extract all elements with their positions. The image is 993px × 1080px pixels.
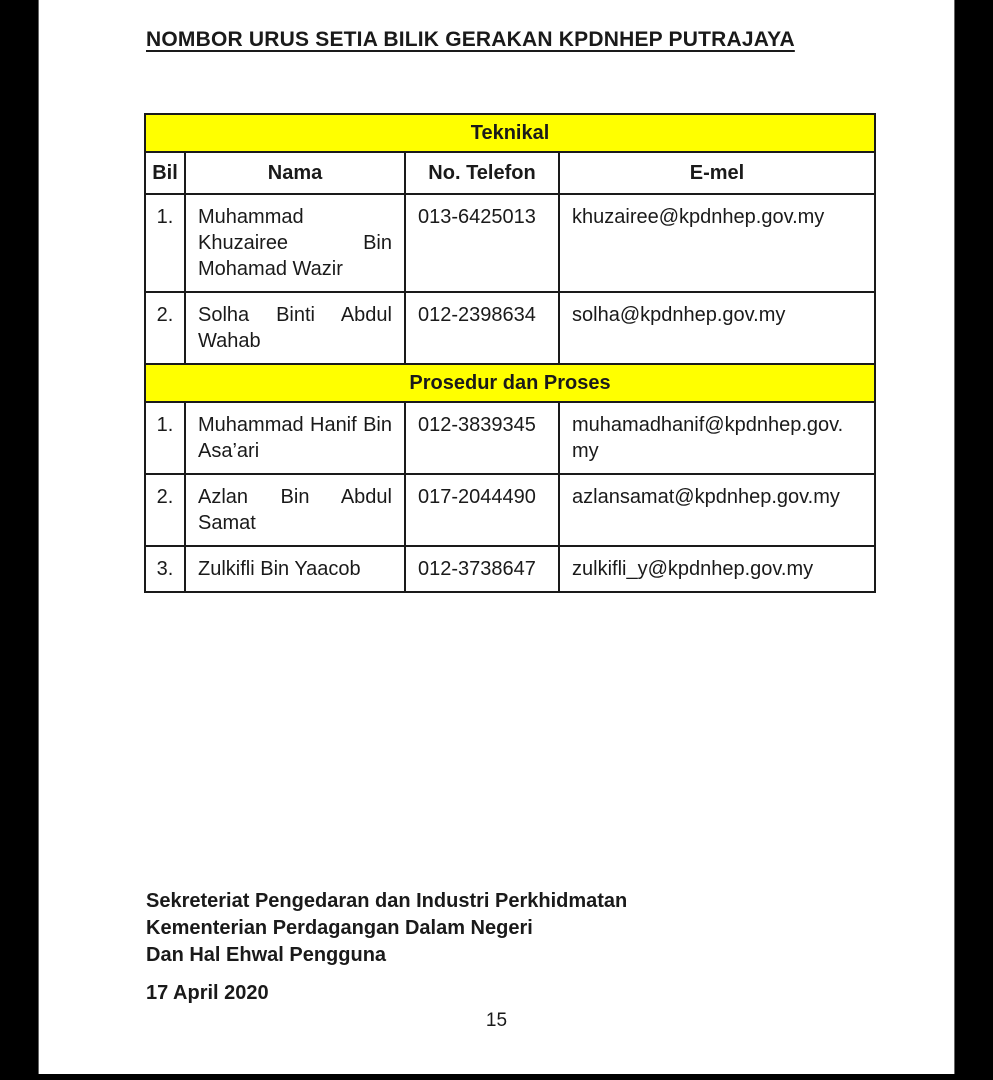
section-header-label: Prosedur dan Proses <box>145 364 875 402</box>
column-header-nama: Nama <box>185 152 405 194</box>
page-number: 15 <box>485 1010 508 1031</box>
column-header-row <box>145 152 875 194</box>
email-cell: khuzairee@kpdnhep.gov.my <box>559 194 875 292</box>
email-cell: zulkifli_y@kpdnhep.gov.my <box>559 546 875 592</box>
document-date: 17 April 2020 <box>146 982 269 1004</box>
telefon-cell: 013-6425013 <box>405 194 559 292</box>
email-cell: muhamadhanif@kpdnhep.gov.my <box>559 402 875 474</box>
section-header-teknikal <box>145 114 875 152</box>
column-header-emel: E-mel <box>559 152 875 194</box>
organization-line: Dan Hal Ehwal Pengguna <box>146 944 387 966</box>
contact-table <box>144 113 876 593</box>
section-header-prosedur-dan-proses <box>145 364 875 402</box>
organization-line: Sekreteriat Pengedaran dan Industri Perkhidmatan <box>146 890 628 912</box>
table-row <box>145 402 875 474</box>
section-header-label: Teknikal <box>145 114 875 152</box>
bil-cell: 1. <box>145 402 185 474</box>
table-row <box>145 292 875 364</box>
telefon-cell: 017-2044490 <box>405 474 559 546</box>
organization-line: Kementerian Perdagangan Dalam Negeri <box>146 917 533 939</box>
bil-cell: 2. <box>145 474 185 546</box>
table-row <box>145 474 875 546</box>
table-row <box>145 194 875 292</box>
telefon-cell: 012-3839345 <box>405 402 559 474</box>
email-cell: solha@kpdnhep.gov.my <box>559 292 875 364</box>
bil-cell: 1. <box>145 194 185 292</box>
nama-cell: Azlan Bin Abdul Samat <box>185 474 405 546</box>
telefon-cell: 012-2398634 <box>405 292 559 364</box>
page-title: NOMBOR URUS SETIA BILIK GERAKAN KPDNHEP PUTRAJAYA <box>146 28 795 51</box>
table-row <box>145 546 875 592</box>
bil-cell: 3. <box>145 546 185 592</box>
nama-cell: Muhammad Hanif Bin Asa’ari <box>185 402 405 474</box>
nama-cell: Zulkifli Bin Yaacob <box>185 546 405 592</box>
bil-cell: 2. <box>145 292 185 364</box>
email-cell: azlansamat@kpdnhep.gov.my <box>559 474 875 546</box>
organization-block <box>146 888 627 969</box>
document-page <box>38 0 955 1074</box>
nama-cell: Solha Binti Abdul Wahab <box>185 292 405 364</box>
column-header-telefon: No. Telefon <box>405 152 559 194</box>
column-header-bil: Bil <box>145 152 185 194</box>
telefon-cell: 012-3738647 <box>405 546 559 592</box>
nama-cell: Muhammad Khuzairee Bin Mohamad Wazir <box>185 194 405 292</box>
